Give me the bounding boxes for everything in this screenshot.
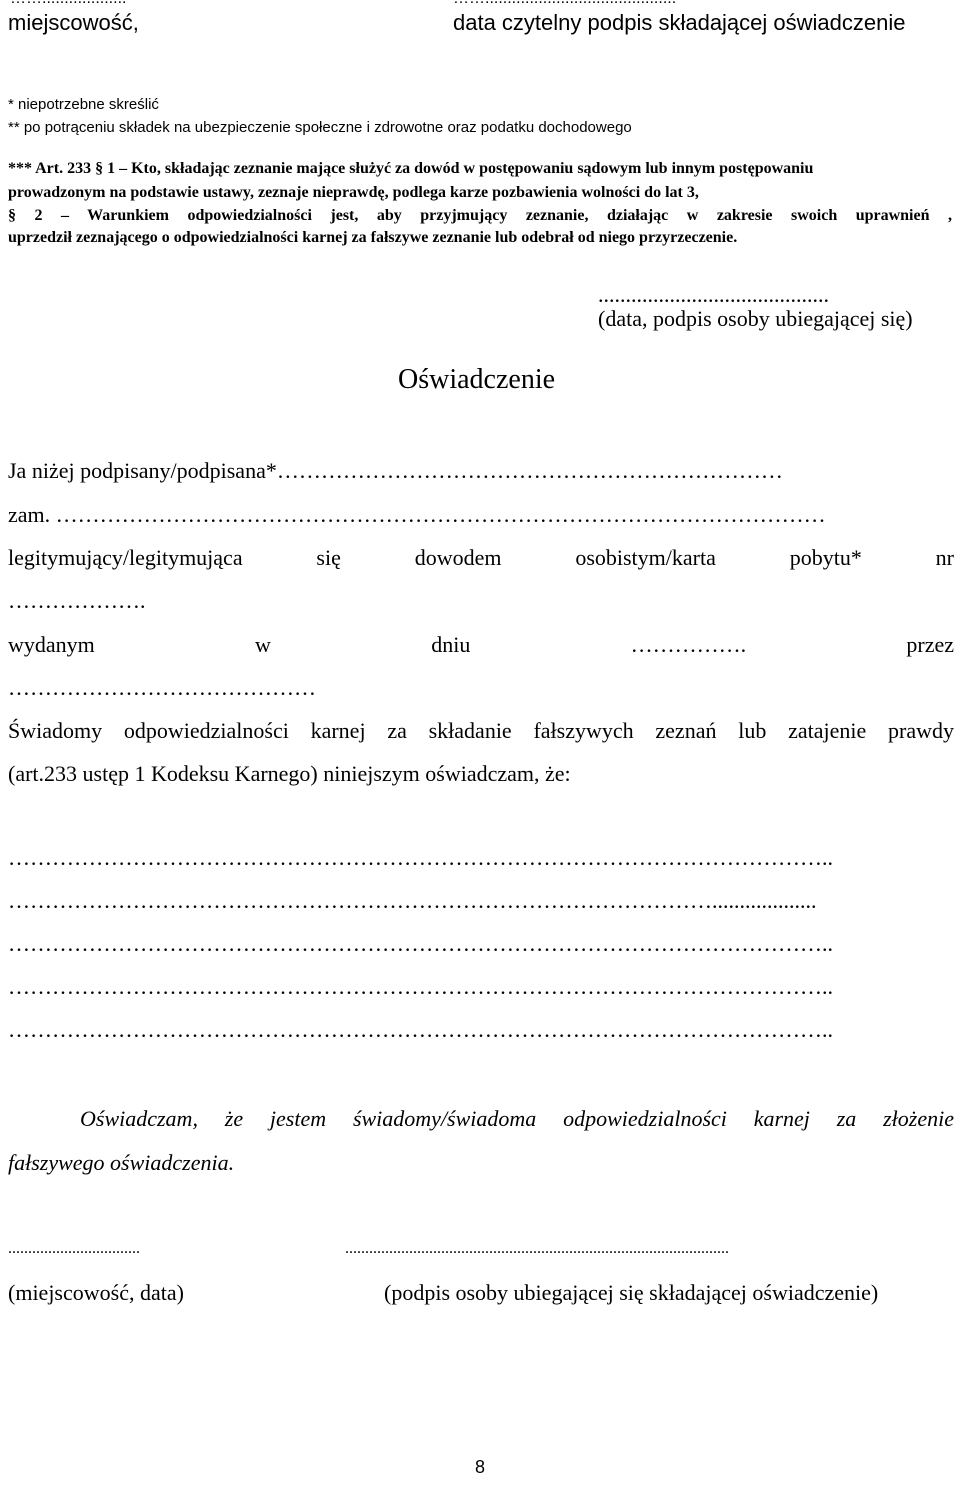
bottom-dots-left: ................................. [8,1240,140,1257]
bottom-dots-right: ................................................................................................ [345,1240,729,1257]
dotted-line: ………………………………………………………………………………………………….. [8,931,833,956]
legal-line-1: *** Art. 233 § 1 – Kto, składając zeznanie mające służyć za dowód w postępowaniu sądowym lub innym postępowaniu [8,160,814,177]
signature-label: data czytelny podpis składającej oświadczenie [453,10,906,35]
legal-line-4: uprzedził zeznającego o odpowiedzialności karnej za fałszywe zeznanie lub odebrał od niego przyrzeczenie. [8,229,738,246]
dotted-line: ………………………………………………………………………………………………….. [8,1017,833,1042]
top-dots-left [10,0,126,8]
footnote-2: ** po potrąceniu składek na ubezpieczenie społeczne i zdrowotne oraz podatku dochodowego [8,119,632,136]
form-issued-line: wydanym w dniu ……………. przez [8,632,954,657]
form-address-line: zam. …………………………………………………………………………………………… [8,502,826,527]
form-id-line: legitymujący/legitymująca się dowodem osobistym/karta pobytu* nr [8,545,954,570]
declaration-line-1: Oświadczam, że jestem świadomy/świadoma odpowiedzialności karnej za złożenie [80,1106,954,1131]
form-issued-dots: …………………………………… [8,675,316,700]
footnote-1: * niepotrzebne skreślić [8,96,159,113]
dotted-line: ………………………………………………………………………………………………….. [8,845,833,870]
form-awareness-line: Świadomy odpowiedzialności karnej za składanie fałszywych zeznań lub zatajenie prawdy [8,718,954,743]
page-number: 8 [475,1457,486,1477]
form-id-dots: ………………. [8,588,146,613]
applicant-sig-label: (data, podpis osoby ubiegającej się) [598,306,913,331]
applicant-signature-label: (podpis osoby ubiegającej się składającej oświadczenie) [384,1280,879,1305]
dotted-line: ……………………………………………………………………………………................... [8,888,817,913]
legal-line-2: prowadzonym na podstawie ustawy, zeznaje nieprawdę, podlega karze pozbawienia wolności do lat 3, [8,184,699,201]
top-dots-right [453,0,676,8]
place-label: miejscowość, [8,10,139,35]
legal-line-3: § 2 – Warunkiem odpowiedzialności jest, aby przyjmujący zeznanie, działając w zakresie swoich uprawnień , [8,207,952,224]
page-title: Oświadczenie [398,364,556,395]
form-name-line: Ja niżej podpisany/podpisana*…………………………………………………………… [8,458,783,483]
dotted-line: ………………………………………………………………………………………………….. [8,974,833,999]
declaration-line-2: fałszywego oświadczenia. [8,1150,235,1175]
form-declare-line: (art.233 ustęp 1 Kodeksu Karnego) niniejszym oświadczam, że: [8,761,571,786]
place-date-label: (miejscowość, data) [8,1280,184,1305]
applicant-sig-dots: .......................................... [598,282,829,307]
